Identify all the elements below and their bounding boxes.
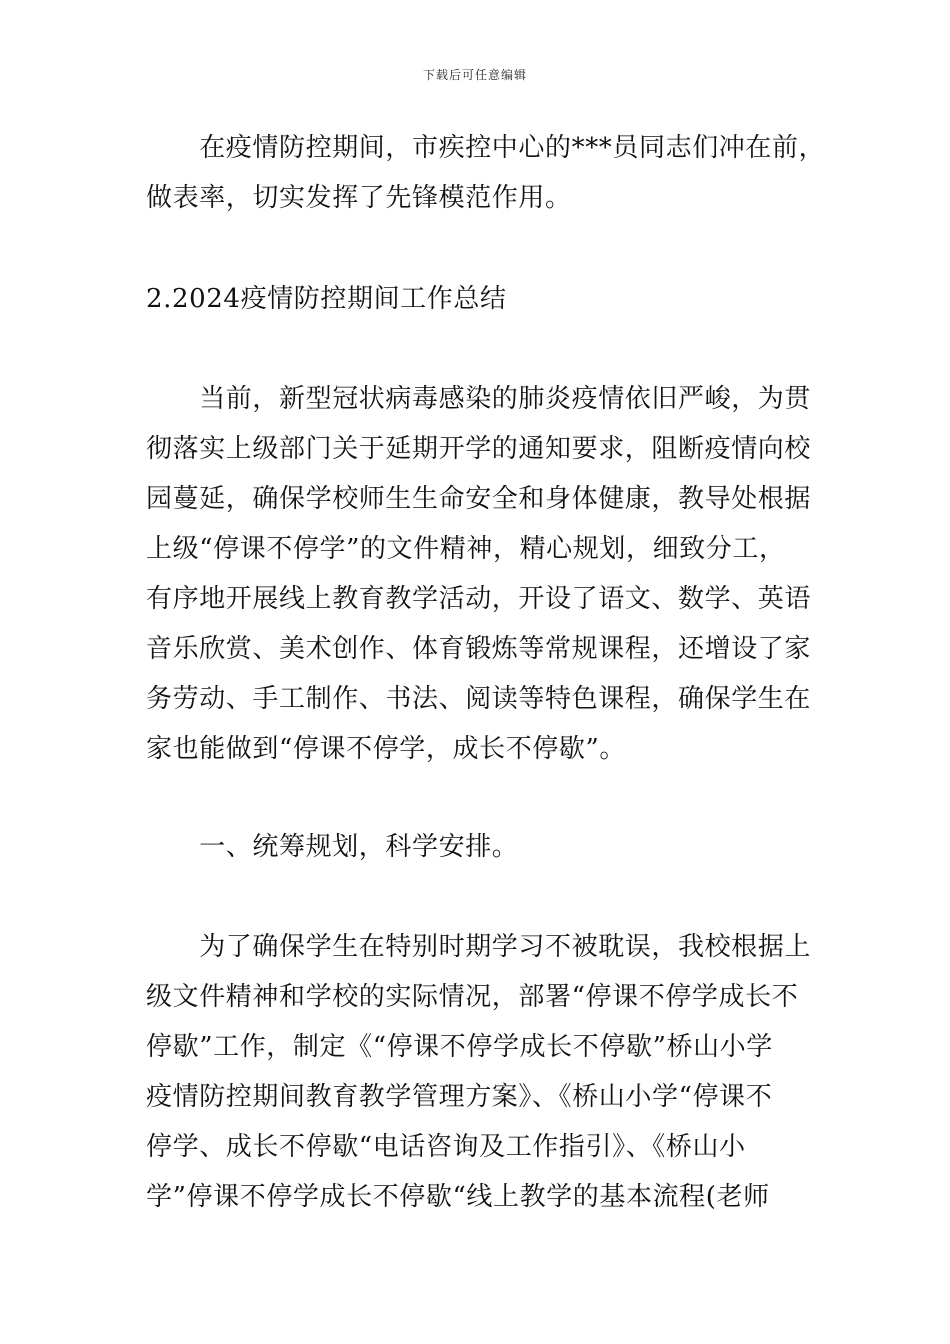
paragraph-intro bbox=[146, 123, 826, 223]
paragraph-line: 有序地开展线上教育教学活动，开设了语文、数学、英语 bbox=[146, 584, 812, 614]
paragraph-line: 级文件精神和学校的实际情况，部署“停课不停学成长不 bbox=[146, 982, 799, 1012]
paragraph-line: 在疫情防控期间，市疾控中心的***员同志们冲在前， bbox=[146, 133, 826, 163]
paragraph-line: 停学、成长不停歇“电话咨询及工作指引》、《桥山小 bbox=[146, 1132, 746, 1162]
paragraph-overview bbox=[146, 374, 814, 774]
paragraph-line: 家也能做到“停课不停学，成长不停歇”。 bbox=[146, 734, 626, 764]
section-heading-text: 2.2024疫情防控期间工作总结 bbox=[146, 284, 507, 314]
section-heading bbox=[146, 274, 814, 324]
paragraph-line: 停歇”工作，制定《“停课不停学成长不停歇”桥山小学 bbox=[146, 1032, 773, 1062]
paragraph-line: 为了确保学生在特别时期学习不被耽误，我校根据上 bbox=[146, 932, 812, 962]
paragraph-line: 当前，新型冠状病毒感染的肺炎疫情依旧严峻，为贯 bbox=[146, 384, 812, 414]
paragraph-line: 园蔓延，确保学校师生生命安全和身体健康，教导处根据 bbox=[146, 484, 812, 514]
page-header-note: 下载后可任意编辑 bbox=[422, 68, 527, 82]
paragraph-line: 务劳动、手工制作、书法、阅读等特色课程，确保学生在 bbox=[146, 684, 812, 714]
subsection-heading-text: 一、统筹规划，科学安排。 bbox=[146, 832, 519, 862]
paragraph-line: 疫情防控期间教育教学管理方案》、《桥山小学“停课不 bbox=[146, 1082, 773, 1112]
paragraph-line: 彻落实上级部门关于延期开学的通知要求，阻断疫情向校 bbox=[146, 434, 812, 464]
paragraph-line: 音乐欣赏、美术创作、体育锻炼等常规课程，还增设了家 bbox=[146, 634, 812, 664]
paragraph-line: 做表率，切实发挥了先锋模范作用。 bbox=[146, 183, 572, 213]
paragraph-line: 上级“停课不停学”的文件精神，精心规划，细致分工， bbox=[146, 534, 786, 564]
paragraph-line: 学”停课不停学成长不停歇“线上教学的基本流程(老师 bbox=[146, 1182, 770, 1212]
paragraph-plan bbox=[146, 922, 814, 1222]
subsection-heading bbox=[146, 822, 814, 872]
